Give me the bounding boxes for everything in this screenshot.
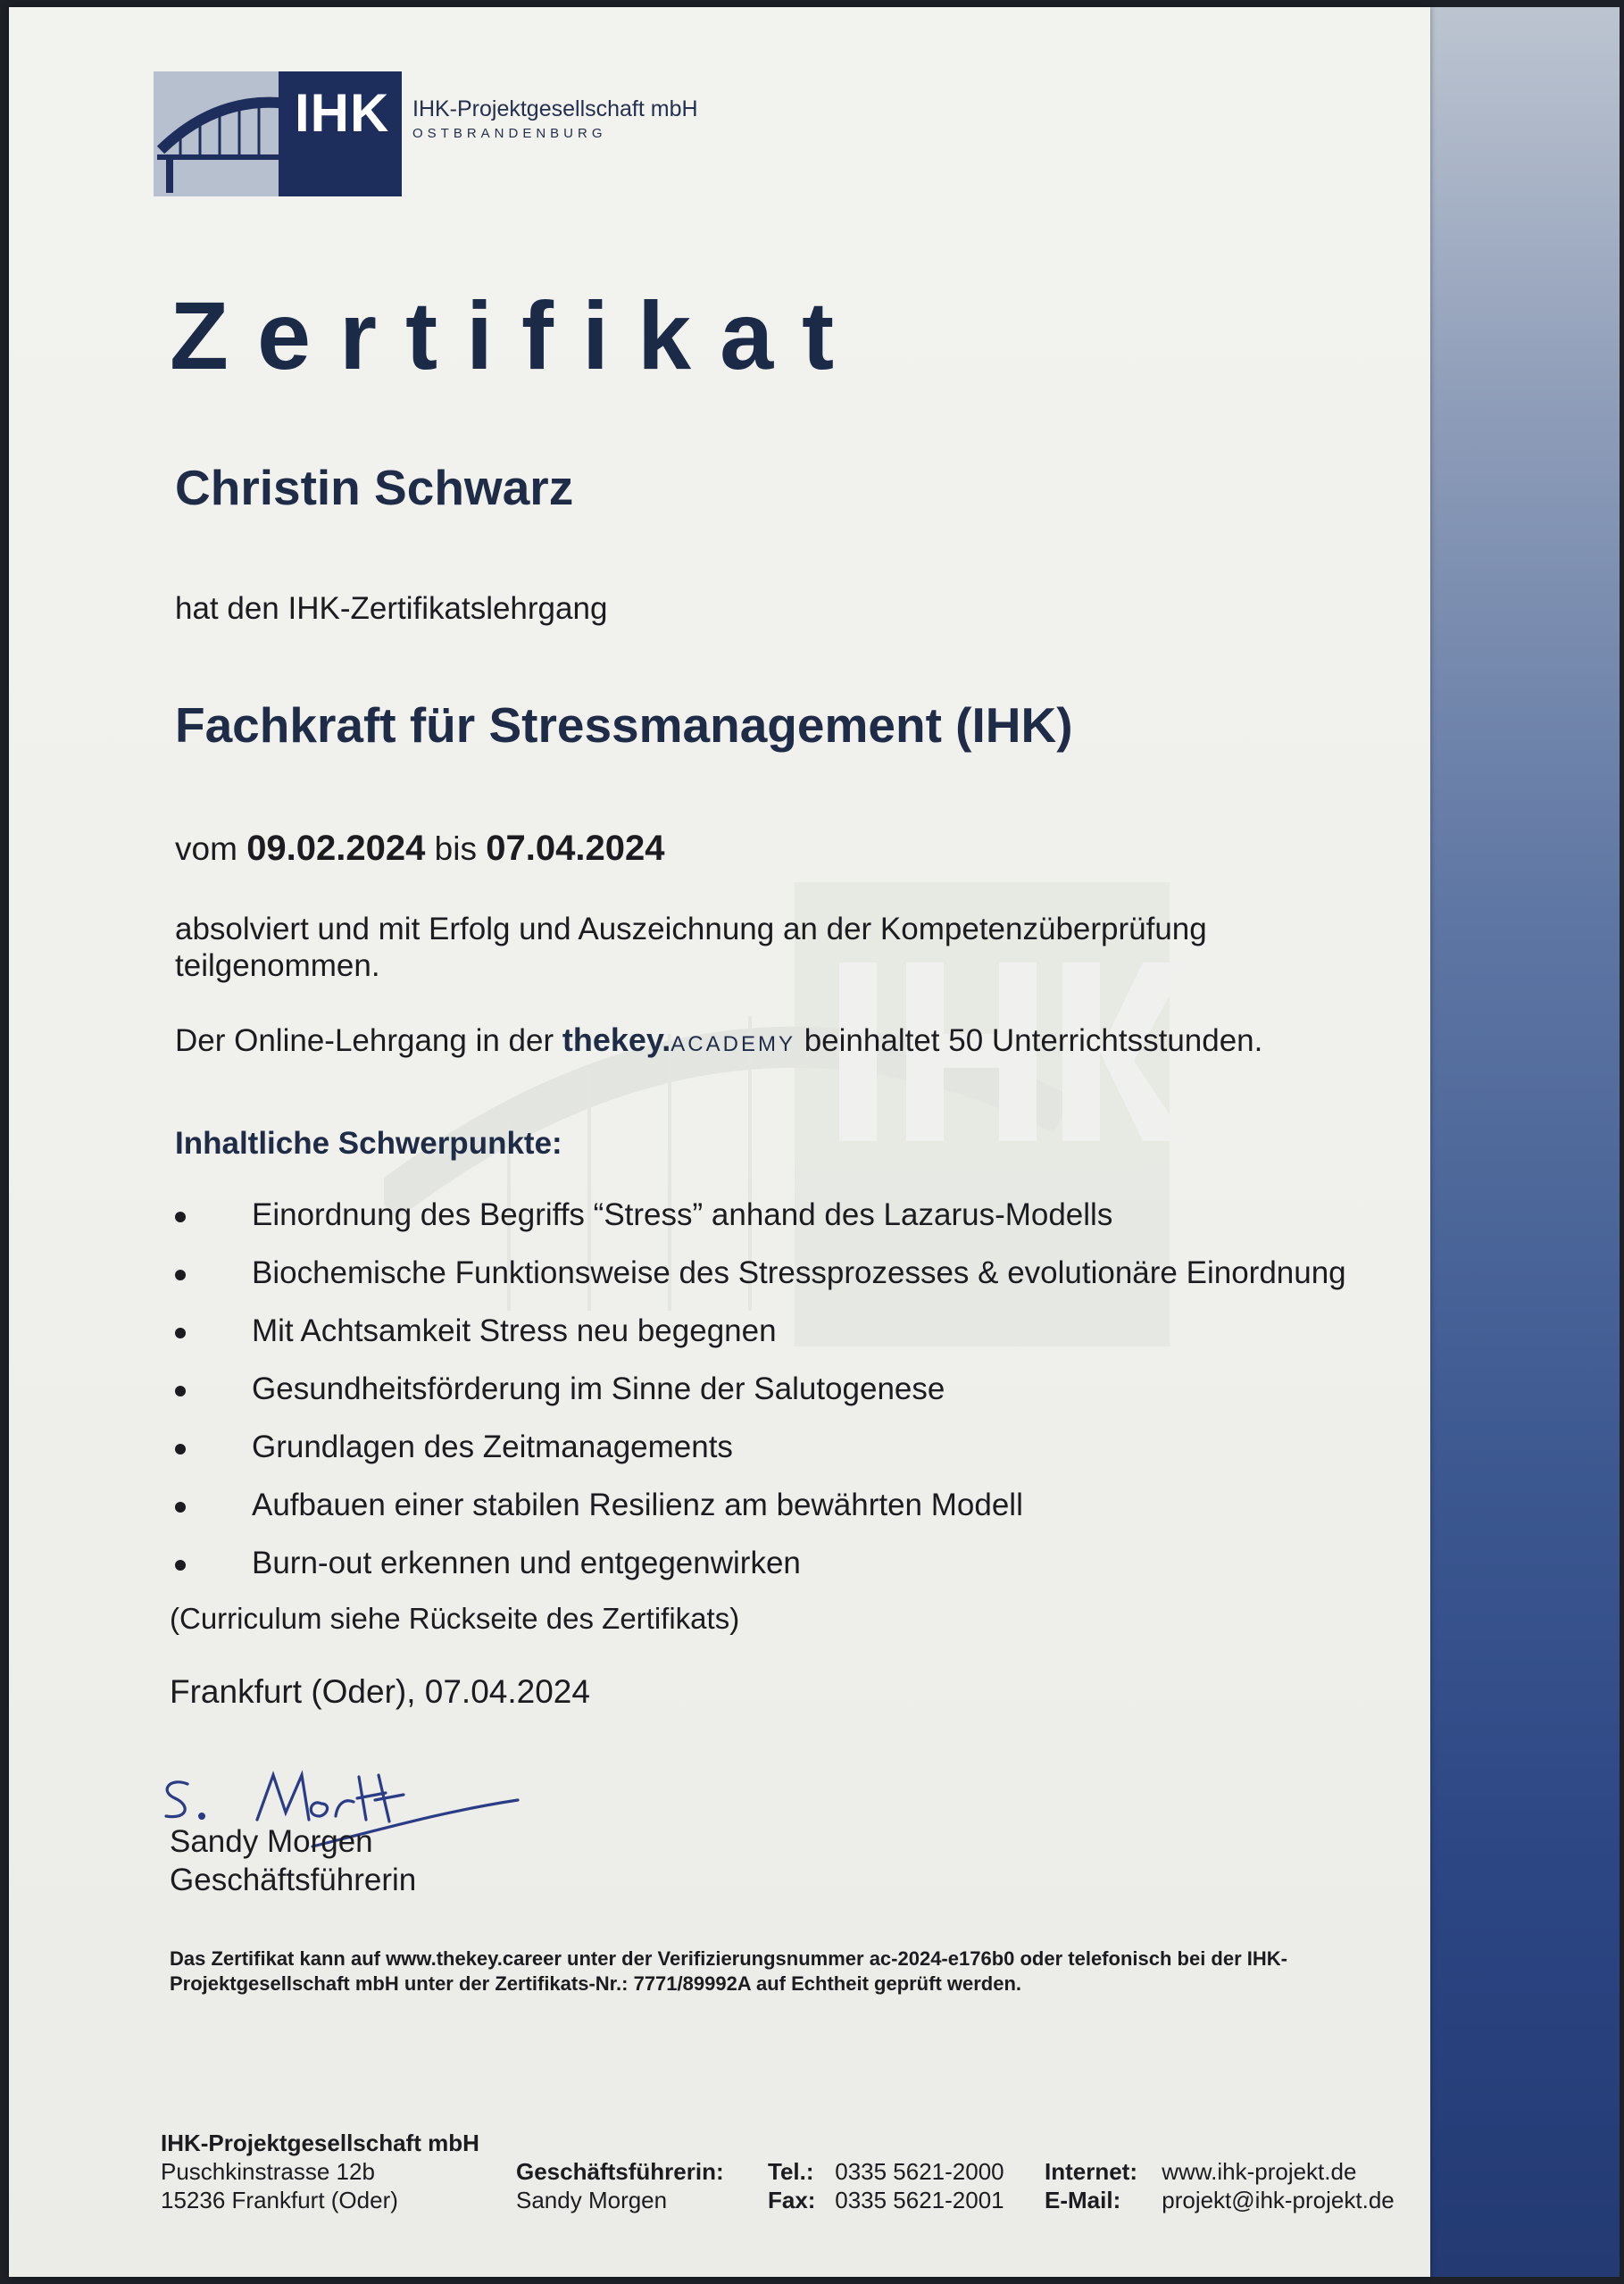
list-item: Burn-out erkennen und entgegenwirken xyxy=(170,1546,1420,1604)
online-course-text: Der Online-Lehrgang in der thekey.ACADEMY beinhaltet 50 Unterrichtsstunden. xyxy=(175,1021,1263,1058)
footer-management xyxy=(516,2157,724,2214)
footer-street: Puschkinstrasse 12b xyxy=(161,2158,375,2185)
footer-web xyxy=(1045,2157,1395,2214)
online-prefix: Der Online-Lehrgang in der xyxy=(175,1023,554,1058)
bullet-icon xyxy=(175,1560,186,1571)
footer-fax-label: Fax: xyxy=(768,2187,816,2213)
footer-address xyxy=(161,2129,479,2214)
course-period xyxy=(175,829,664,869)
blue-side-band xyxy=(1430,7,1620,2277)
topics-list xyxy=(170,1197,1420,1604)
bullet-icon xyxy=(175,1386,186,1396)
footer-company: IHK-Projektgesellschaft mbH xyxy=(161,2130,479,2156)
bullet-icon xyxy=(175,1212,186,1222)
certificate-title: Zertifikat xyxy=(170,281,863,389)
list-item: Mit Achtsamkeit Stress neu begegnen xyxy=(170,1313,1420,1371)
list-item: Gesundheitsförderung im Sinne der Salutogenese xyxy=(170,1371,1420,1430)
footer-tel-label: Tel.: xyxy=(768,2158,814,2185)
place-date: Frankfurt (Oder), 07.04.2024 xyxy=(170,1673,590,1710)
bullet-icon xyxy=(175,1270,186,1280)
bullet-icon xyxy=(175,1328,186,1338)
course-title: Fachkraft für Stressmanagement (IHK) xyxy=(175,697,1073,753)
footer-city: 15236 Frankfurt (Oder) xyxy=(161,2187,398,2213)
bullet-icon xyxy=(175,1444,186,1455)
end-date: 07.04.2024 xyxy=(486,829,665,868)
org-name: IHK-Projektgesellschaft mbH xyxy=(412,96,698,121)
verification-note: Das Zertifikat kann auf www.thekey.career unter der Verifizierungsnummer ac-2024-e176b0 oder telefonisch bei der IHK-Projektgesellschaft mbH unter der Zertifikats-Nr.: 7771/89992A auf Echtheit geprüft werden. xyxy=(170,1947,1287,1995)
online-suffix: beinhaltet 50 Unterrichtsstunden. xyxy=(804,1023,1263,1058)
bullet-icon xyxy=(175,1502,186,1513)
org-region: OSTBRANDENBURG xyxy=(412,126,607,141)
focus-heading: Inhaltliche Schwerpunkte: xyxy=(175,1126,562,1161)
footer-phone xyxy=(768,2157,1004,2214)
start-date: 09.02.2024 xyxy=(246,829,426,868)
footer-tel: 0335 5621-2000 xyxy=(835,2158,1004,2185)
logo-ihk-text: IHK xyxy=(295,83,390,143)
intro-text: hat den IHK-Zertifikatslehrgang xyxy=(175,591,608,626)
thekey-brand: thekey xyxy=(562,1021,662,1058)
ihk-logo xyxy=(154,71,402,196)
curriculum-note: (Curriculum siehe Rückseite des Zertifikats) xyxy=(170,1602,740,1635)
footer-web-link[interactable]: www.ihk-projekt.de xyxy=(1162,2158,1357,2185)
recipient-name: Christin Schwarz xyxy=(175,460,574,515)
certificate-sheet xyxy=(9,7,1430,2277)
period-prefix: vom xyxy=(175,830,237,867)
footer-mail-label: E-Mail: xyxy=(1045,2187,1121,2213)
footer-web-label: Internet: xyxy=(1045,2158,1137,2185)
academy-brand: ACADEMY xyxy=(670,1032,795,1056)
list-item: Aufbauen einer stabilen Resilienz am bewährten Modell xyxy=(170,1488,1420,1546)
footer-fax: 0335 5621-2001 xyxy=(835,2187,1004,2213)
list-item: Grundlagen des Zeitmanagements xyxy=(170,1430,1420,1488)
list-item: Biochemische Funktionsweise des Stressprozesses & evolutionäre Einordnung xyxy=(170,1255,1420,1313)
completion-text: absolviert und mit Erfolg und Auszeichnung an der Kompetenzüberprüfung teilgenommen. xyxy=(175,912,1207,983)
footer-md-name: Sandy Morgen xyxy=(516,2187,668,2213)
signer-name: Sandy Morgen xyxy=(170,1824,373,1859)
signer-role: Geschäftsführerin xyxy=(170,1863,417,1897)
footer xyxy=(161,2129,1428,2236)
list-item: Einordnung des Begriffs “Stress” anhand des Lazarus-Modells xyxy=(170,1197,1420,1255)
footer-mail-link[interactable]: projekt@ihk-projekt.de xyxy=(1162,2187,1395,2213)
period-mid: bis xyxy=(434,830,477,867)
footer-md-label: Geschäftsführerin: xyxy=(516,2158,724,2185)
